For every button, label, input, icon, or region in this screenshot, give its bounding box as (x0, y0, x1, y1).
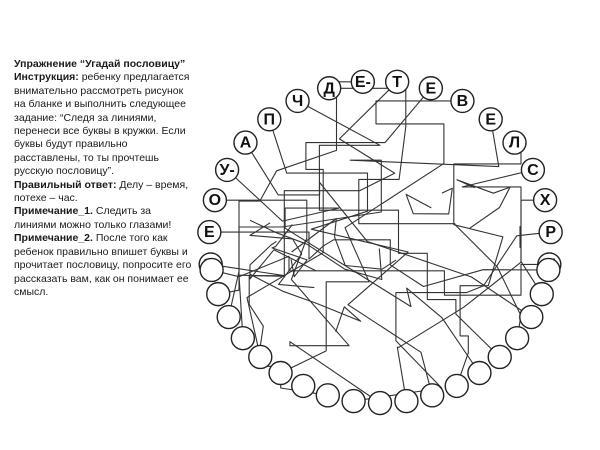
empty-answer-circle[interactable] (231, 327, 254, 350)
letter-circle (479, 108, 502, 131)
empty-answer-circle[interactable] (316, 384, 339, 407)
letter-circle (234, 131, 257, 154)
letter-circle (216, 158, 239, 181)
exercise-title: Упражнение “Угадай пословицу” (14, 58, 186, 70)
letter-label: О (208, 192, 222, 210)
letter-label: П (263, 111, 276, 129)
empty-answer-circle[interactable] (488, 345, 511, 368)
letter-label: Е (204, 224, 215, 242)
letter-label: Д (323, 80, 335, 98)
empty-answer-circle[interactable] (506, 327, 529, 350)
letter-circle (521, 158, 544, 181)
maze-line (250, 274, 361, 332)
note2-label: Примечание_2. (14, 232, 93, 245)
letter-label: Л (508, 134, 521, 152)
empty-answer-circle[interactable] (445, 374, 468, 397)
empty-answer-circle[interactable] (468, 361, 491, 384)
instruction-label: Инструкция: (14, 71, 79, 84)
letter-circle (286, 89, 309, 112)
letter-circle (198, 221, 221, 244)
note1-label: Примечание_1. (14, 205, 93, 218)
empty-answer-circle[interactable] (369, 392, 392, 415)
circle-rim (198, 70, 562, 414)
letter-label: Р (545, 224, 556, 242)
letter-label: А (239, 134, 252, 152)
letter-label: Х (539, 192, 551, 210)
empty-answer-circle[interactable] (342, 390, 365, 413)
letter-label: Е (425, 80, 437, 98)
letter-circle (203, 189, 226, 212)
letter-circle (351, 70, 374, 93)
empty-answer-circle[interactable] (217, 306, 240, 329)
letter-label: Е- (354, 73, 371, 91)
letter-circle (503, 131, 526, 154)
empty-answer-circle[interactable] (395, 390, 418, 413)
answer-label: Правильный ответ: (14, 178, 117, 191)
note2-text: После того как ребенок правильно впишет буквы и прочитает пословицу, попросите его рассказать вам, как он понимает ее смысл. (14, 232, 192, 298)
empty-answer-circle[interactable] (200, 258, 223, 281)
empty-answer-circle[interactable] (249, 345, 272, 368)
note1-text: Следить за линиями можно только глазами! (14, 205, 172, 231)
empty-answer-circle[interactable] (421, 384, 444, 407)
letter-circle (451, 89, 474, 112)
maze-line (215, 200, 380, 403)
letter-label: Е (485, 111, 497, 129)
letter-label: У- (219, 161, 235, 179)
letter-label: С (527, 161, 539, 179)
maze-line (406, 188, 452, 214)
empty-answer-circle[interactable] (537, 258, 560, 281)
maze-line (520, 200, 545, 294)
letter-label: В (456, 92, 469, 110)
answer-text: Делу – время, потехе – час. (14, 178, 189, 205)
letter-circle (534, 189, 557, 212)
empty-answer-circle[interactable] (269, 361, 292, 384)
letter-circle (386, 70, 409, 93)
empty-answer-circle[interactable] (292, 374, 315, 397)
letter-circle (539, 221, 562, 244)
letter-label: Т (392, 73, 403, 91)
empty-answer-circle[interactable] (530, 283, 553, 306)
empty-answer-circle[interactable] (207, 283, 230, 306)
letter-circle (318, 77, 341, 100)
letter-circle (258, 108, 281, 131)
instruction-text: ребенку предлагается внимательно рассмотреть рисунок на бланке и выполнить следующее задание: “Следя за линиями, перенеси все буквы в кружки. Если буквы будут правильно расставлены, то ты прочтешь русскую пословицу”. (14, 71, 190, 178)
letter-label: Ч (291, 92, 304, 110)
letter-circle (419, 77, 442, 100)
maze-line (281, 101, 463, 373)
empty-answer-circle[interactable] (520, 306, 543, 329)
maze-line (250, 241, 316, 279)
